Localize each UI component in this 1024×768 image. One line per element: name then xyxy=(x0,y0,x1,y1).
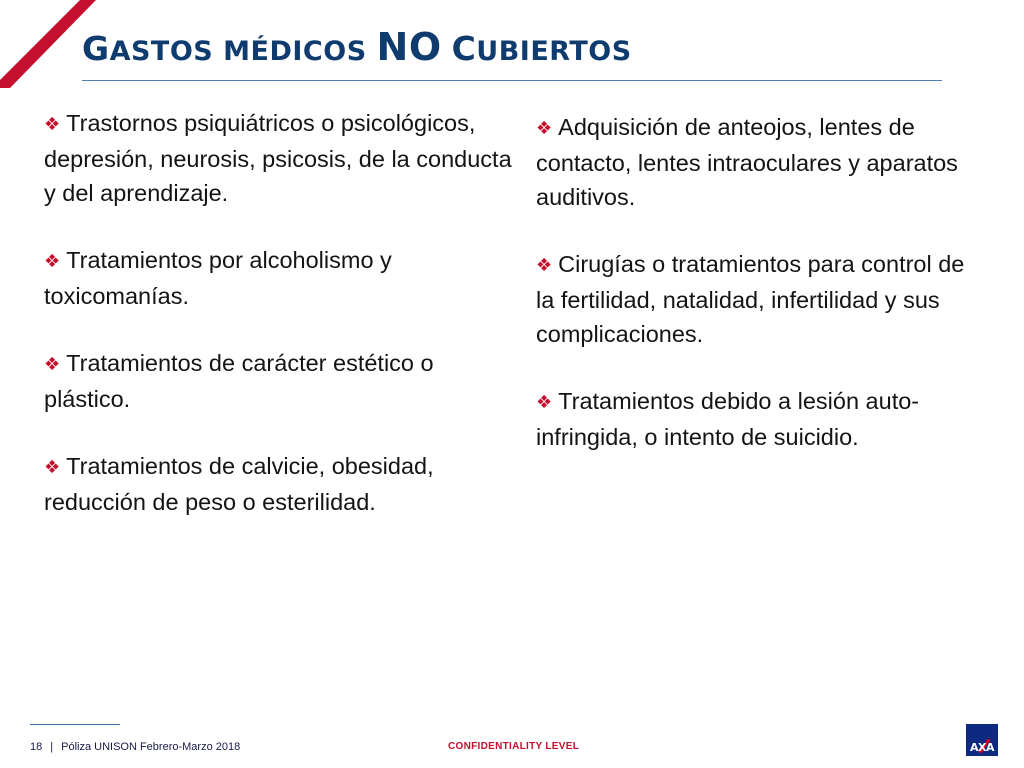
list-item-text: Trastornos psiquiátricos o psicológicos, depresión, neurosis, psicosis, de la conducta y del aprendizaje. xyxy=(44,110,512,206)
list-item-text: Tratamientos de carácter estético o plástico. xyxy=(44,350,434,412)
axa-logo-icon xyxy=(966,724,998,756)
left-column xyxy=(44,106,514,552)
diamond-bullet-icon: ❖ xyxy=(44,457,61,477)
list-item-text: Tratamientos debido a lesión auto-infringida, o intento de suicidio. xyxy=(536,388,920,450)
title-text-2: UBIERTOS xyxy=(476,36,632,67)
title-cap-1: G xyxy=(82,29,110,68)
diamond-bullet-icon: ❖ xyxy=(536,392,553,412)
diamond-bullet-icon: ❖ xyxy=(44,354,61,374)
list-item-text: Adquisición de anteojos, lentes de contacto, lentes intraoculares y aparatos auditivos. xyxy=(536,114,958,210)
title-text-1: ASTOS MÉDICOS xyxy=(109,36,367,67)
list-item xyxy=(536,384,986,454)
diamond-bullet-icon: ❖ xyxy=(44,251,61,271)
footer-info xyxy=(30,741,240,753)
diamond-bullet-icon: ❖ xyxy=(44,114,61,134)
list-item-text: Cirugías o tratamientos para control de la fertilidad, natalidad, infertilidad y sus complicaciones. xyxy=(536,251,965,347)
footer-separator: | xyxy=(50,741,54,753)
diamond-bullet-icon: ❖ xyxy=(536,118,553,138)
confidentiality-label: CONFIDENTIALITY LEVEL xyxy=(448,741,580,752)
list-item-text: Tratamientos por alcoholismo y toxicomanías. xyxy=(44,247,392,309)
list-item xyxy=(44,449,514,519)
title-cap-2: C xyxy=(451,29,477,68)
list-item-text: Tratamientos de calvicie, obesidad, reducción de peso o esterilidad. xyxy=(44,453,434,515)
page-title xyxy=(82,25,632,69)
diamond-bullet-icon: ❖ xyxy=(536,255,553,275)
list-item xyxy=(536,247,986,351)
document-title: Póliza UNISON Febrero-Marzo 2018 xyxy=(61,741,241,753)
title-no: NO xyxy=(376,25,442,69)
logo-text: AXA xyxy=(969,741,994,754)
list-item xyxy=(536,110,986,214)
list-item xyxy=(44,243,514,313)
title-underline xyxy=(82,80,942,81)
list-item xyxy=(44,346,514,416)
page-number: 18 xyxy=(30,741,43,753)
right-column xyxy=(536,110,986,487)
footer-rule xyxy=(30,724,120,725)
list-item xyxy=(44,106,514,210)
